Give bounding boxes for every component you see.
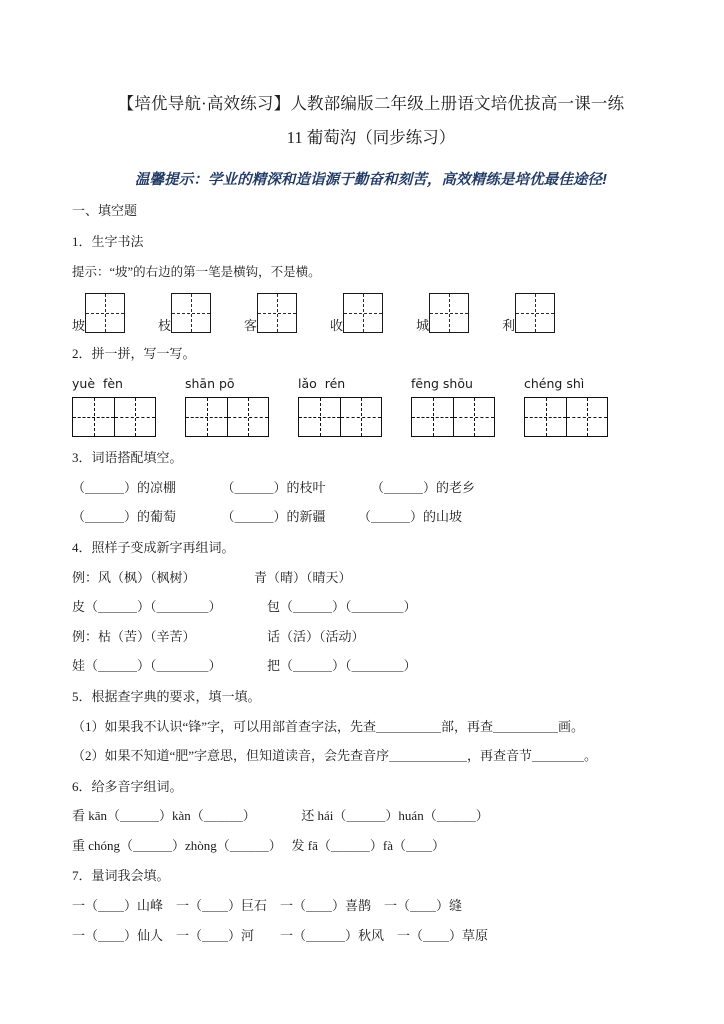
tianzige-cell xyxy=(186,398,227,436)
question-2-heading: 2．拼一拼，写一写。 xyxy=(72,346,196,362)
tianzige-box[interactable] xyxy=(429,293,469,333)
grid-character-label: 收 xyxy=(330,318,344,334)
question-6-line-1[interactable]: 看 kān（＿＿＿）kàn（＿＿＿） 还 hái（＿＿＿）huán（＿＿＿） xyxy=(72,808,489,824)
question-5-heading: 5．根据查字典的要求，填一填。 xyxy=(72,688,261,704)
warm-tip: 温馨提示：学业的精深和造诣源于勤奋和刻苦，高效精练是培优最佳途径! xyxy=(134,172,608,189)
tianzige-cell xyxy=(227,398,268,436)
question-5-line-2[interactable]: （2）如果不知道“肥”字意思，但知道读音，会先查音序＿＿＿＿＿＿，再查音节＿＿＿＿。 xyxy=(72,748,598,764)
tianzige-cell xyxy=(525,398,566,436)
question-5-line-1[interactable]: （1）如果我不认识“锋”字，可以用部首查字法，先查＿＿＿＿＿部，再查＿＿＿＿＿画。 xyxy=(72,718,585,734)
question-4-heading: 4．照样子变成新字再组词。 xyxy=(72,539,235,555)
grid-character-label: 坡 xyxy=(72,318,86,334)
tianzige-cell xyxy=(453,398,494,436)
tianzige-box[interactable] xyxy=(343,293,383,333)
question-4-line-4[interactable]: 娃（＿＿＿）（＿＿＿＿） 把（＿＿＿）（＿＿＿＿） xyxy=(72,658,417,674)
section-heading-fill-in-blanks: 一、填空题 xyxy=(72,203,138,219)
pinyin-label: lǎo rén xyxy=(298,376,346,391)
question-3-line-1[interactable]: （＿＿＿）的凉棚 （＿＿＿）的枝叶 （＿＿＿）的老乡 xyxy=(72,479,476,495)
grid-character-label: 利 xyxy=(502,318,516,334)
tianzige-cell xyxy=(340,398,381,436)
character-grid-item xyxy=(158,293,211,333)
tianzige-box[interactable] xyxy=(85,293,125,333)
document-title: 【培优导航·高效练习】人教部编版二年级上册语文培优拔高一课一练 xyxy=(117,94,625,113)
question-6-line-2[interactable]: 重 chóng（＿＿＿）zhòng（＿＿＿） 发 fā（＿＿＿）fà（＿＿） xyxy=(72,837,445,853)
question-4-line-3: 例：枯（苦）（辛苦） 话（活）（活动） xyxy=(72,628,365,644)
tianzige-double-box[interactable] xyxy=(411,397,495,437)
grid-character-label: 枝 xyxy=(158,318,172,334)
pinyin-label: yuè fèn xyxy=(72,376,123,391)
character-grid-item xyxy=(72,293,125,333)
pinyin-group xyxy=(524,376,608,437)
tianzige-double-box[interactable] xyxy=(72,397,156,437)
question-4-line-1: 例：风（枫）（枫树） 青（晴）（晴天） xyxy=(72,569,352,585)
question-3-heading: 3．词语搭配填空。 xyxy=(72,450,183,465)
tianzige-double-box[interactable] xyxy=(185,397,269,437)
character-grid-item xyxy=(416,293,469,333)
pinyin-group xyxy=(411,376,495,437)
tianzige-box[interactable] xyxy=(515,293,555,333)
question-4-line-2[interactable]: 皮（＿＿＿）（＿＿＿＿） 包（＿＿＿）（＿＿＿＿） xyxy=(72,599,417,615)
question-7-line-1[interactable]: 一（＿＿）山峰 一（＿＿）巨石 一（＿＿）喜鹊 一（＿＿）缝 xyxy=(72,898,463,914)
tianzige-cell xyxy=(114,398,155,436)
pinyin-label: shān pō xyxy=(185,376,235,391)
question-1-heading: 1．生字书法 xyxy=(72,234,144,250)
grid-character-label: 客 xyxy=(244,318,258,334)
pinyin-label: fēng shōu xyxy=(411,376,473,391)
character-grid-item xyxy=(330,293,383,333)
grid-character-label: 城 xyxy=(416,318,430,334)
tianzige-cell xyxy=(566,398,607,436)
character-grid-item xyxy=(244,293,297,333)
tianzige-double-box[interactable] xyxy=(524,397,608,437)
tianzige-cell xyxy=(412,398,453,436)
pinyin-label: chéng shì xyxy=(524,376,585,391)
pinyin-group xyxy=(298,376,382,437)
pinyin-group xyxy=(72,376,156,437)
tianzige-cell xyxy=(299,398,340,436)
question-3-line-2[interactable]: （＿＿＿）的葡萄 （＿＿＿）的新疆 （＿＿＿）的山坡 xyxy=(72,509,463,525)
tianzige-cell xyxy=(73,398,114,436)
question-1-hint: 提示：“坡”的右边的第一笔是横钩，不是横。 xyxy=(72,265,321,280)
question-1-character-grid-row xyxy=(72,293,670,333)
question-2-pinyin-row xyxy=(72,376,670,437)
tianzige-box[interactable] xyxy=(257,293,297,333)
pinyin-group xyxy=(185,376,269,437)
tianzige-double-box[interactable] xyxy=(298,397,382,437)
question-7-heading: 7．量词我会填。 xyxy=(72,868,170,884)
question-6-heading: 6．给多音字组词。 xyxy=(72,778,183,794)
document-subtitle: 11 葡萄沟（同步练习） xyxy=(286,128,456,148)
question-7-line-2[interactable]: 一（＿＿）仙人 一（＿＿）河 一（＿＿＿）秋风 一（＿＿）草原 xyxy=(72,927,489,943)
tianzige-box[interactable] xyxy=(171,293,211,333)
character-grid-item xyxy=(502,293,555,333)
